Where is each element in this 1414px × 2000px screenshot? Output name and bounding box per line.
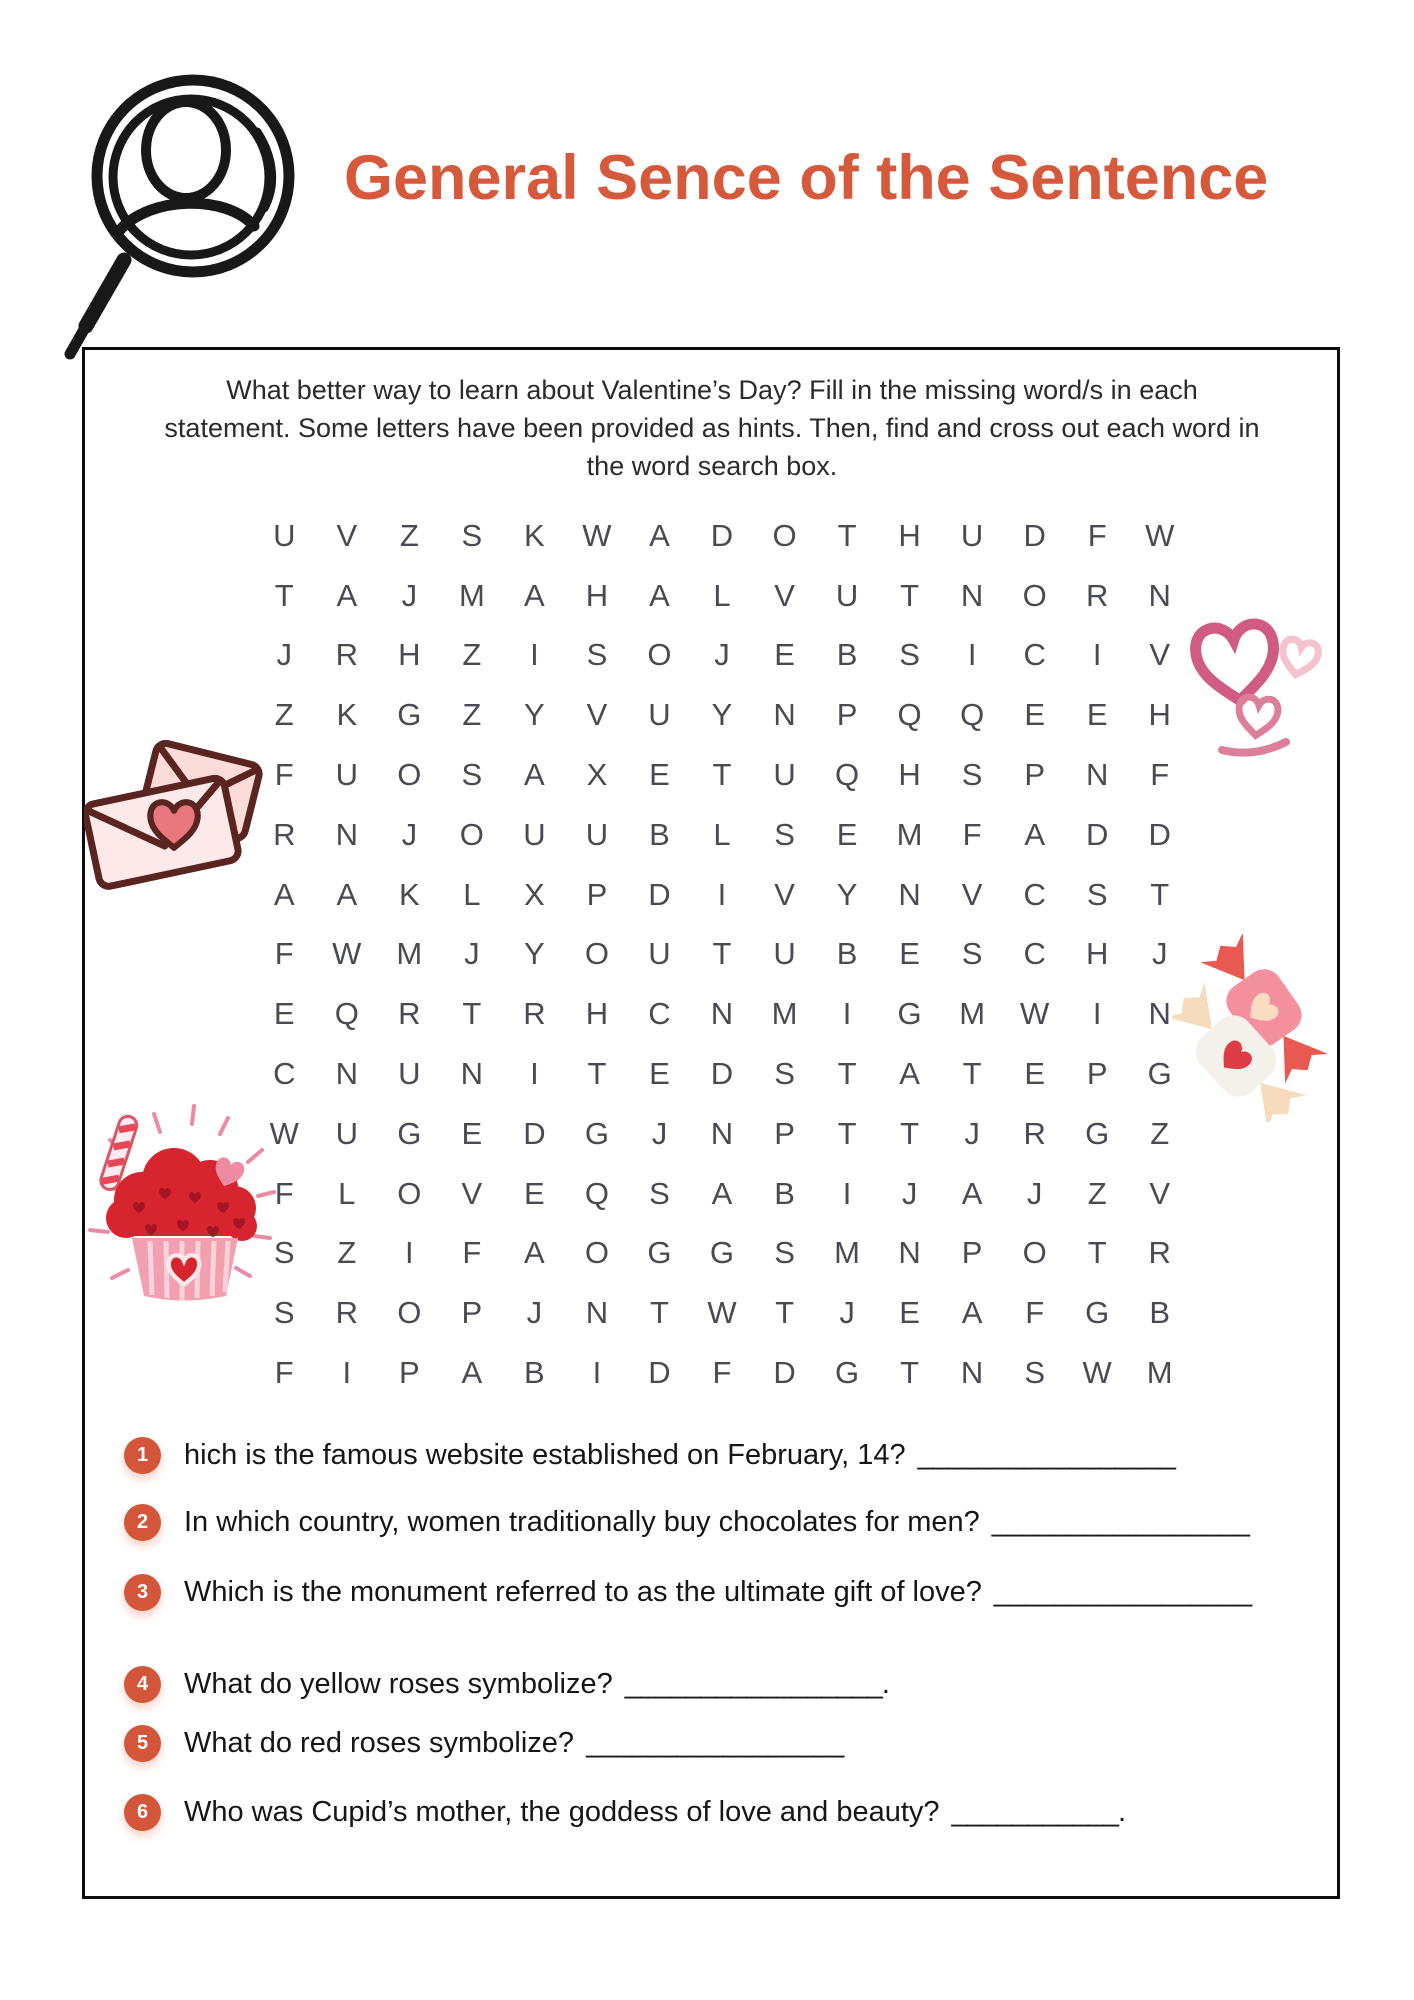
grid-letter[interactable]: I (842, 996, 852, 1032)
answer-blank[interactable]: _________________ (917, 1439, 1175, 1471)
question-number-badge: 1 (124, 1437, 161, 1474)
grid-letter[interactable]: U (773, 757, 796, 793)
grid-letter[interactable]: W (332, 936, 362, 972)
grid-letter[interactable]: O (584, 1235, 609, 1271)
grid-letter[interactable]: R (1023, 1115, 1046, 1151)
grid-letter[interactable]: D (1085, 816, 1109, 852)
grid-letter[interactable]: G (1085, 1295, 1110, 1331)
grid-letter[interactable]: I (1092, 637, 1102, 673)
grid-letter[interactable]: O (397, 1175, 422, 1211)
grid-letter[interactable]: O (772, 517, 797, 553)
answer-blank[interactable]: _________________ (586, 1727, 844, 1759)
grid-letter[interactable]: J (1026, 1175, 1043, 1211)
grid-letter[interactable]: T (712, 936, 732, 972)
grid-letter[interactable]: U (835, 577, 859, 613)
grid-letter[interactable]: J (714, 637, 730, 673)
grid-letter[interactable]: L (338, 1175, 356, 1211)
grid-letter[interactable]: T (900, 577, 920, 613)
grid-letter[interactable]: F (274, 1175, 294, 1211)
grid-letter[interactable]: E (273, 996, 295, 1032)
grid-letter[interactable]: Z (1150, 1115, 1170, 1151)
grid-letter[interactable]: O (1022, 577, 1047, 613)
grid-letter[interactable]: D (1148, 816, 1171, 852)
grid-letter[interactable]: A (961, 1175, 983, 1211)
grid-letter[interactable]: P (461, 1295, 483, 1331)
grid-letter[interactable]: U (335, 1115, 358, 1151)
grid-letter[interactable]: Z (462, 637, 482, 673)
grid-letter[interactable]: H (898, 517, 921, 553)
hearts-doodle-icon (1180, 598, 1340, 758)
grid-letter[interactable]: B (836, 637, 858, 673)
grid-letter[interactable]: Z (274, 697, 294, 733)
grid-letter[interactable]: I (1092, 996, 1102, 1032)
grid-letter[interactable]: G (897, 996, 922, 1032)
grid-letter[interactable]: H (1085, 936, 1109, 972)
grid-letter[interactable]: U (398, 1056, 421, 1092)
grid-letter[interactable]: F (1087, 517, 1107, 553)
grid-letter[interactable]: D (710, 517, 734, 553)
grid-letter[interactable]: D (648, 876, 671, 912)
question-text: Who was Cupid’s mother, the goddess of love and beauty? (184, 1796, 940, 1828)
question-text: In which country, women traditionally buy chocolates for men? (184, 1506, 980, 1538)
grid-letter[interactable]: A (524, 1235, 545, 1271)
grid-letter[interactable]: P (774, 1115, 795, 1151)
grid-letter[interactable]: V (1149, 1175, 1171, 1211)
person-search-logo (58, 60, 298, 360)
grid-letter[interactable]: A (961, 1295, 983, 1331)
grid-letter[interactable]: L (713, 577, 731, 613)
grid-letter[interactable]: P (836, 697, 858, 733)
grid-letter[interactable]: Z (462, 697, 482, 733)
question-number-badge: 3 (124, 1574, 161, 1611)
grid-letter[interactable]: N (710, 996, 734, 1032)
grid-letter[interactable]: B (649, 816, 670, 852)
grid-letter[interactable]: V (586, 697, 608, 733)
grid-letter[interactable]: P (398, 1355, 420, 1391)
grid-letter[interactable]: T (1087, 1235, 1107, 1271)
question-text: What do red roses symbolize? (184, 1727, 575, 1759)
grid-letter[interactable]: N (710, 1115, 734, 1151)
grid-letter[interactable]: J (276, 637, 293, 673)
grid-letter[interactable]: Q (960, 697, 985, 733)
grid-letter[interactable]: N (960, 1355, 984, 1391)
grid-letter[interactable]: A (336, 876, 358, 912)
grid-letter[interactable]: V (774, 577, 795, 613)
grid-letter[interactable]: C (1023, 637, 1046, 673)
grid-letter[interactable]: J (839, 1295, 855, 1331)
question-text: hich is the famous website established on February, 14? (184, 1439, 906, 1471)
grid-letter[interactable]: O (647, 637, 672, 673)
answer-blank[interactable]: _________________ (624, 1668, 882, 1700)
grid-letter[interactable]: N (773, 697, 796, 733)
answer-blank[interactable]: ___________ (951, 1796, 1118, 1828)
grid-letter[interactable]: N (460, 1056, 484, 1092)
question-number-badge: 6 (124, 1794, 161, 1831)
grid-letter[interactable]: W (707, 1295, 737, 1331)
question-suffix: . (881, 1668, 890, 1700)
grid-letter[interactable]: G (1085, 1115, 1110, 1151)
grid-letter[interactable]: W (1145, 517, 1175, 553)
grid-letter[interactable]: S (1086, 876, 1108, 912)
grid-letter[interactable]: W (582, 517, 612, 553)
grid-letter[interactable]: U (523, 816, 546, 852)
grid-letter[interactable]: T (775, 1295, 794, 1331)
grid-letter[interactable]: F (1150, 757, 1170, 793)
grid-letter[interactable]: F (274, 757, 294, 793)
grid-letter[interactable]: D (1023, 517, 1046, 553)
question-text: Which is the monument referred to as the ultimate gift of love? (184, 1576, 982, 1608)
grid-letter[interactable]: G (1147, 1056, 1172, 1092)
grid-letter[interactable]: G (397, 697, 422, 733)
grid-letter[interactable]: S (586, 637, 608, 673)
question-text: What do yellow roses symbolize? (184, 1668, 613, 1700)
grid-letter[interactable]: A (1024, 816, 1045, 852)
grid-letter[interactable]: F (962, 816, 982, 852)
grid-letter[interactable]: N (1148, 577, 1171, 613)
instructions-text: What better way to learn about Valentine’s Day? Fill in the missing word/s in each statement. Some letters have been provided as hints. Then, find and cross out each word in the word search box. (164, 375, 1260, 481)
grid-letter[interactable]: V (336, 517, 358, 553)
grid-letter[interactable]: D (523, 1115, 546, 1151)
question-row (124, 1504, 1249, 1541)
question-number-badge: 4 (124, 1666, 161, 1703)
grid-letter[interactable]: E (649, 757, 670, 793)
answer-blank[interactable]: _________________ (991, 1506, 1249, 1538)
love-letter-icon (84, 738, 268, 902)
grid-letter[interactable]: T (1150, 876, 1170, 912)
grid-letter[interactable]: J (401, 816, 418, 852)
grid-letter[interactable]: S (461, 757, 483, 793)
grid-letter[interactable]: S (273, 1235, 295, 1271)
grid-letter[interactable]: E (899, 936, 920, 972)
grid-letter[interactable]: Z (399, 517, 419, 553)
grid-letter[interactable]: I (592, 1355, 602, 1391)
grid-letter[interactable]: J (651, 1115, 668, 1151)
grid-letter[interactable]: I (342, 1355, 352, 1391)
grid-letter[interactable]: W (269, 1115, 299, 1151)
word-search-grid (253, 506, 1191, 1403)
grid-letter[interactable]: J (1151, 936, 1168, 972)
grid-letter[interactable]: T (837, 1056, 857, 1092)
grid-letter[interactable]: E (1024, 1056, 1045, 1092)
grid-letter[interactable]: Y (711, 697, 733, 733)
grid-letter[interactable]: M (458, 577, 485, 613)
grid-letter[interactable]: T (900, 1115, 920, 1151)
grid-letter[interactable]: A (711, 1175, 733, 1211)
grid-letter[interactable]: A (649, 577, 670, 613)
grid-letter[interactable]: S (899, 637, 920, 673)
grid-letter[interactable]: G (647, 1235, 672, 1271)
grid-letter[interactable]: D (648, 1355, 671, 1391)
grid-letter[interactable]: J (526, 1295, 543, 1331)
grid-letter[interactable]: M (771, 996, 798, 1032)
grid-letter[interactable]: Y (524, 697, 545, 733)
grid-letter[interactable]: Y (524, 936, 545, 972)
grid-letter[interactable]: U (648, 697, 671, 733)
grid-letter[interactable]: O (1022, 1235, 1047, 1271)
grid-letter[interactable]: S (961, 936, 983, 972)
grid-letter[interactable]: H (585, 996, 609, 1032)
grid-letter[interactable]: S (1024, 1355, 1045, 1391)
grid-letter[interactable]: F (712, 1355, 732, 1391)
grid-letter[interactable]: P (586, 876, 608, 912)
grid-letter[interactable]: M (834, 1235, 860, 1271)
grid-letter[interactable]: V (461, 1175, 483, 1211)
grid-letter[interactable]: R (273, 816, 296, 852)
grid-letter[interactable]: C (273, 1056, 296, 1092)
grid-letter[interactable]: P (1086, 1056, 1108, 1092)
grid-letter[interactable]: O (397, 1295, 422, 1331)
grid-letter[interactable]: H (398, 637, 421, 673)
grid-letter[interactable]: H (898, 757, 921, 793)
grid-letter[interactable]: R (1085, 577, 1109, 613)
grid-letter[interactable]: M (1146, 1355, 1173, 1391)
grid-letter[interactable]: N (1148, 996, 1171, 1032)
grid-letter[interactable]: N (898, 876, 921, 912)
grid-letter[interactable]: U (585, 816, 609, 852)
grid-letter[interactable]: T (649, 1295, 669, 1331)
grid-letter[interactable]: E (524, 1175, 545, 1211)
grid-letter[interactable]: G (835, 1355, 860, 1391)
question-row (124, 1666, 890, 1703)
grid-letter[interactable]: J (964, 1115, 980, 1151)
grid-letter[interactable]: S (774, 1056, 795, 1092)
question-row (124, 1725, 843, 1762)
grid-letter[interactable]: H (585, 577, 609, 613)
grid-letter[interactable]: N (898, 1235, 921, 1271)
grid-letter[interactable]: F (274, 1355, 294, 1391)
grid-letter[interactable]: A (649, 517, 670, 553)
grid-letter[interactable]: G (397, 1115, 422, 1151)
grid-letter[interactable]: I (967, 637, 977, 673)
grid-letter[interactable]: K (336, 697, 358, 733)
candy-icon (1172, 934, 1334, 1122)
grid-letter[interactable]: T (837, 517, 857, 553)
grid-letter[interactable]: C (1023, 876, 1046, 912)
grid-letter[interactable]: N (960, 577, 984, 613)
grid-letter[interactable]: E (774, 637, 795, 673)
grid-letter[interactable]: S (461, 517, 483, 553)
grid-letter[interactable]: M (396, 936, 423, 972)
grid-letter[interactable]: O (459, 816, 484, 852)
grid-letter[interactable]: D (773, 1355, 796, 1391)
grid-letter[interactable]: M (959, 996, 986, 1032)
grid-letter[interactable]: R (335, 637, 358, 673)
grid-letter[interactable]: S (961, 757, 983, 793)
grid-letter[interactable]: S (774, 1235, 795, 1271)
grid-letter[interactable]: U (773, 936, 796, 972)
grid-letter[interactable]: W (1020, 996, 1050, 1032)
grid-letter[interactable]: X (524, 876, 545, 912)
grid-letter[interactable]: T (274, 577, 294, 613)
grid-letter[interactable]: E (461, 1115, 483, 1151)
grid-letter[interactable]: U (273, 517, 296, 553)
grid-letter[interactable]: V (1149, 637, 1171, 673)
grid-letter[interactable]: U (335, 757, 358, 793)
grid-letter[interactable]: T (587, 1056, 607, 1092)
grid-letter[interactable]: J (401, 577, 418, 613)
grid-letter[interactable]: A (899, 1056, 920, 1092)
grid-letter[interactable]: Q (584, 1175, 609, 1211)
grid-letter[interactable]: A (524, 757, 545, 793)
question-number-badge: 5 (124, 1725, 161, 1762)
grid-letter[interactable]: E (836, 816, 858, 852)
grid-letter[interactable]: J (901, 1175, 918, 1211)
question-row (124, 1437, 1175, 1474)
magnifier-person-icon (58, 60, 298, 360)
grid-letter[interactable]: L (713, 816, 731, 852)
cupcake-icon (76, 1088, 290, 1308)
question-row (124, 1574, 1251, 1611)
grid-letter[interactable]: A (336, 577, 358, 613)
grid-letter[interactable]: S (649, 1175, 670, 1211)
grid-letter[interactable]: I (717, 876, 727, 912)
grid-letter[interactable]: N (1085, 757, 1109, 793)
grid-letter[interactable]: N (335, 1056, 358, 1092)
grid-letter[interactable]: A (273, 876, 295, 912)
grid-letter[interactable]: O (584, 936, 609, 972)
grid-letter[interactable]: B (836, 936, 858, 972)
grid-letter[interactable]: I (530, 637, 539, 673)
grid-letter[interactable]: I (405, 1235, 414, 1271)
grid-letter[interactable]: Q (897, 697, 922, 733)
grid-letter[interactable]: T (462, 996, 482, 1032)
grid-letter[interactable]: N (585, 1295, 609, 1331)
grid-letter[interactable]: Q (334, 996, 359, 1032)
grid-letter[interactable]: F (274, 936, 294, 972)
grid-letter[interactable]: A (461, 1355, 483, 1391)
grid-letter[interactable]: G (709, 1235, 735, 1271)
grid-letter[interactable]: T (837, 1115, 857, 1151)
grid-letter[interactable]: J (464, 936, 480, 972)
grid-letter[interactable]: U (960, 517, 984, 553)
grid-letter[interactable]: U (648, 936, 671, 972)
grid-letter[interactable]: I (530, 1056, 539, 1092)
grid-letter[interactable]: V (774, 876, 795, 912)
grid-letter[interactable]: I (842, 1175, 852, 1211)
grid-letter[interactable]: K (398, 876, 420, 912)
grid-letter[interactable]: X (586, 757, 608, 793)
grid-letter[interactable]: B (774, 1175, 795, 1211)
grid-letter[interactable]: G (584, 1115, 609, 1151)
grid-letter[interactable]: B (524, 1355, 545, 1391)
grid-letter[interactable]: E (649, 1056, 670, 1092)
grid-letter[interactable]: R (523, 996, 546, 1032)
grid-letter[interactable]: D (710, 1056, 734, 1092)
grid-letter[interactable]: C (648, 996, 671, 1032)
question-number-badge: 2 (124, 1504, 161, 1541)
grid-letter[interactable]: T (900, 1355, 920, 1391)
grid-letter[interactable]: O (397, 757, 422, 793)
grid-letter[interactable]: Y (836, 876, 858, 912)
grid-letter[interactable]: T (962, 1056, 982, 1092)
grid-letter[interactable]: E (1086, 697, 1108, 733)
grid-letter[interactable]: E (899, 1295, 920, 1331)
grid-letter[interactable]: N (335, 816, 358, 852)
grid-letter[interactable]: R (398, 996, 421, 1032)
grid-letter[interactable]: H (1148, 697, 1171, 733)
grid-letter[interactable]: P (961, 1235, 983, 1271)
grid-letter[interactable]: M (896, 816, 923, 852)
grid-letter[interactable]: Q (835, 757, 860, 793)
grid-letter[interactable]: R (1148, 1235, 1171, 1271)
grid-letter[interactable]: W (1082, 1355, 1112, 1391)
grid-letter[interactable]: L (463, 876, 481, 912)
grid-letter[interactable]: Z (337, 1235, 357, 1271)
grid-letter[interactable]: T (712, 757, 732, 793)
grid-letter[interactable]: K (524, 517, 545, 553)
answer-blank[interactable]: _________________ (993, 1576, 1252, 1608)
grid-letter[interactable]: V (961, 876, 983, 912)
question-row (124, 1794, 1126, 1831)
grid-letter[interactable]: C (1023, 936, 1046, 972)
grid-letter[interactable]: P (1024, 757, 1045, 793)
grid-letter[interactable]: E (1024, 697, 1045, 733)
grid-letter[interactable]: A (524, 577, 545, 613)
grid-letter[interactable]: F (462, 1235, 482, 1271)
page-title: General Sence of the Sentence (344, 143, 1269, 213)
grid-letter[interactable]: F (1025, 1295, 1045, 1331)
grid-letter[interactable]: B (1149, 1295, 1171, 1331)
grid-letter[interactable]: Z (1087, 1175, 1107, 1211)
question-suffix: . (1117, 1796, 1127, 1828)
grid-letter[interactable]: S (774, 816, 795, 852)
grid-letter[interactable]: S (273, 1295, 295, 1331)
grid-letter[interactable]: R (335, 1295, 358, 1331)
